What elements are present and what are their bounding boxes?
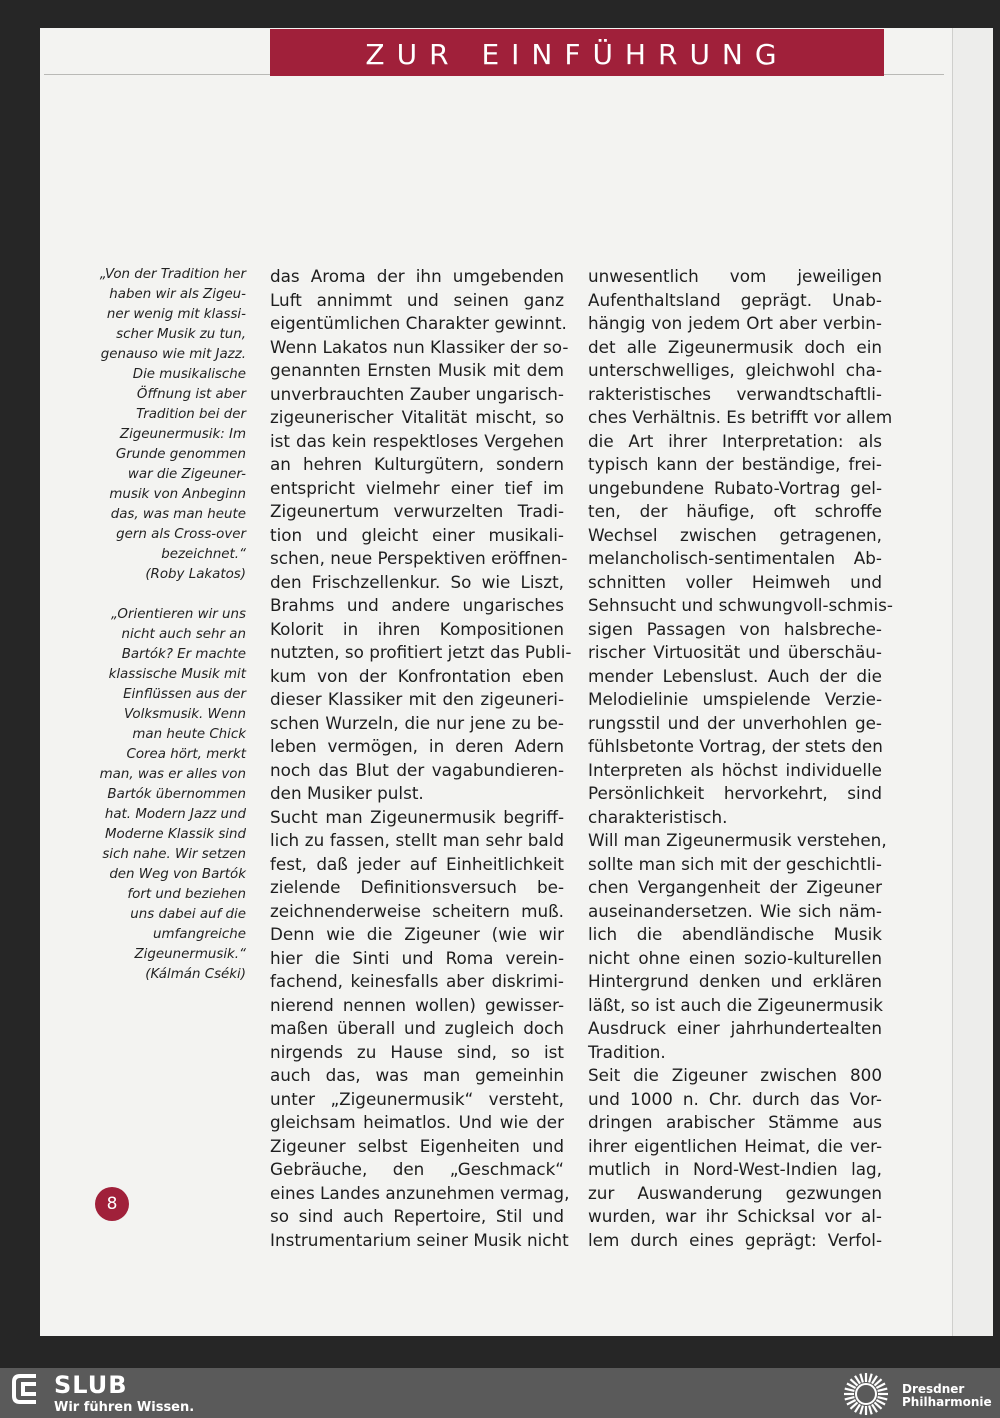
quote-line: den Weg von Bartók — [109, 867, 246, 882]
quote-line: Bartók übernommen — [107, 787, 246, 802]
text-line: auch das, was man gemeinhin — [270, 1065, 564, 1085]
text-line: rungsstil und der unverhohlen ge- — [588, 712, 882, 733]
text-line: Denn wie die Zigeuner (wie wir — [270, 924, 564, 944]
partner-name-line1: Dresdner — [902, 1382, 965, 1396]
quote-line: (Roby Lakatos) — [145, 567, 246, 582]
quote-cseki — [96, 605, 246, 985]
text-line: Zigeuner selbst Eigenheiten und — [270, 1135, 564, 1156]
quote-line: Grunde genommen — [115, 447, 246, 462]
quote-line: man heute Chick — [132, 727, 246, 742]
text-line: noch das Blut der vagabundieren- — [270, 759, 564, 780]
text-line: auseinandersetzen. Wie sich näm- — [588, 900, 882, 921]
text-line: zielende Definitionsversuch be- — [270, 877, 564, 897]
text-line: leben vermögen, in deren Adern — [270, 736, 564, 756]
quote-line: scher Musik zu tun, — [116, 327, 246, 342]
text-line: Sucht man Zigeunermusik begriff- — [270, 806, 564, 827]
quote-line: „Orientieren wir uns — [110, 607, 246, 622]
text-line: unwesentlich vom jeweiligen — [588, 266, 882, 286]
next-page-edge — [952, 28, 993, 1336]
text-line: Brahms und andere ungarisches — [270, 595, 564, 615]
quote-line: (Kálmán Cséki) — [145, 967, 246, 982]
quote-line: das, was man heute — [110, 507, 246, 522]
text-line: melancholisch-sentimentalen Ab- — [588, 548, 882, 568]
quote-line: Moderne Klassik sind — [104, 827, 246, 842]
sidebar-quotes — [96, 265, 246, 1005]
quote-line: Die musikalische — [132, 367, 246, 382]
text-line: eigentümlichen Charakter gewinnt. — [270, 313, 567, 333]
text-line: nirgends zu Hause sind, so ist — [270, 1041, 564, 1062]
quote-line: bezeichnet.“ — [161, 547, 246, 562]
section-title: ZUR EINFÜHRUNG — [365, 38, 789, 71]
text-line: tion und gleicht einer musikali- — [270, 524, 564, 545]
text-line: Gebräuche, den „Geschmack“ — [270, 1159, 564, 1179]
text-line: kum von der Konfrontation eben — [270, 665, 564, 686]
text-line: lich zu fassen, stellt man sehr bald — [270, 830, 564, 850]
text-line: det alle Zigeunermusik doch ein — [588, 336, 882, 357]
quote-line: Zigeunermusik: Im — [119, 427, 246, 442]
quote-line: genauso wie mit Jazz. — [100, 347, 246, 362]
text-line: Seit die Zigeuner zwischen 800 — [588, 1065, 882, 1085]
text-line: hier die Sinti und Roma verein- — [270, 947, 564, 968]
text-line: Persönlichkeit hervorkehrt, sind — [588, 783, 882, 803]
text-line: entspricht vielmehr einer tief im — [270, 477, 564, 498]
text-line: genannten Ernsten Musik mit dem — [270, 360, 564, 380]
text-line: ist das kein respektloses Vergehen — [270, 430, 564, 451]
text-line: die Art ihrer Interpretation: als — [588, 430, 882, 451]
text-line: sigen Passagen von halsbreche- — [588, 618, 882, 639]
library-name: SLUB — [54, 1371, 128, 1399]
text-line: den Frischzellenkur. So wie Liszt, — [270, 571, 564, 592]
text-line: schen Wurzeln, die nur jene zu be- — [270, 712, 564, 733]
text-line: nutzten, so profitiert jetzt das Publi- — [270, 642, 572, 662]
quote-line: gern als Cross-over — [116, 527, 246, 542]
quote-line: man, was er alles von — [99, 767, 246, 782]
quote-lakatos — [96, 265, 246, 585]
quote-line: umfangreiche — [153, 927, 246, 942]
quote-line: Bartók? Er machte — [121, 647, 246, 662]
text-line: dringen arabischer Stämme aus — [588, 1112, 882, 1132]
quote-line: Volksmusik. Wenn — [124, 707, 246, 722]
text-line: Instrumentarium seiner Musik nicht — [270, 1229, 569, 1250]
text-line: Kolorit in ihren Kompositionen — [270, 618, 564, 639]
quote-line: Tradition bei der — [136, 407, 246, 422]
philharmonie-logo-icon — [842, 1371, 892, 1417]
text-line: unter „Zigeunermusik“ versteht, — [270, 1088, 564, 1109]
text-line: fachend, keinesfalls aber diskrimi- — [270, 971, 564, 991]
text-line: hängig von jedem Ort aber verbin- — [588, 313, 882, 333]
text-line: schen, neue Perspektiven eröffnen- — [270, 548, 568, 568]
quote-line: uns dabei auf die — [130, 907, 246, 922]
text-line: ches Verhältnis. Es betrifft vor allem — [588, 407, 893, 427]
quote-line: Zigeunermusik.“ — [134, 947, 246, 962]
text-line: unterschwelliges, gleichwohl cha- — [588, 360, 882, 380]
text-line: schnitten voller Heimweh und — [588, 571, 882, 592]
quote-line: haben wir als Zigeu- — [109, 287, 246, 302]
text-line: ihrer eigentlichen Heimat, die ver- — [588, 1135, 882, 1156]
text-line: fühlsbetonte Vortrag, der stets den — [588, 736, 883, 756]
text-line: Wenn Lakatos nun Klassiker der so- — [270, 336, 569, 357]
quote-line: Öffnung ist aber — [136, 387, 246, 402]
text-line: zeichnenderweise scheitern muß. — [270, 900, 564, 921]
text-line: läßt, so ist auch die Zigeunermusik — [588, 994, 883, 1015]
text-line: so sind auch Repertoire, Stil und — [270, 1206, 564, 1226]
quote-line: sich nahe. Wir setzen — [102, 847, 246, 862]
text-line: lich die abendländische Musik — [588, 924, 882, 944]
text-line: Wechsel zwischen getragenen, — [588, 524, 882, 545]
partner-name — [902, 1383, 992, 1409]
section-banner — [270, 29, 884, 76]
text-line: mender Lebenslust. Auch der die — [588, 665, 882, 686]
text-line: zigeunerischer Vitalität mischt, so — [270, 407, 564, 427]
text-column-left — [270, 265, 572, 1252]
text-line: Ausdruck einer jahrhundertealten — [588, 1018, 882, 1038]
text-line: mutlich in Nord-West-Indien lag, — [588, 1159, 882, 1179]
text-line: rischer Virtuosität und überschäu- — [588, 642, 882, 662]
text-line: den Musiker pulst. — [270, 783, 424, 803]
text-line: gleichsam heimatlos. Und wie der — [270, 1112, 564, 1132]
text-line: Aufenthaltsland geprägt. Unab- — [588, 289, 882, 310]
text-line: Tradition. — [588, 1041, 666, 1062]
text-line: Zigeunertum verwurzelten Tradi- — [270, 501, 564, 521]
slub-logo-icon — [10, 1372, 44, 1406]
text-line: Melodielinie umspielende Verzie- — [588, 689, 882, 709]
text-line: Hintergrund denken und erklären — [588, 971, 882, 991]
quote-line: war die Zigeuner- — [127, 467, 246, 482]
partner-name-line2: Philharmonie — [902, 1395, 992, 1409]
quote-line: Einflüssen aus der — [123, 687, 246, 702]
text-line: dieser Klassiker mit den zigeuneri- — [270, 689, 564, 709]
text-line: ten, der häufige, oft schroffe — [588, 501, 882, 521]
text-line: charakteristisch. — [588, 806, 728, 827]
text-line: zur Auswanderung gezwungen — [588, 1182, 882, 1203]
quote-line: ner wenig mit klassi- — [106, 307, 246, 322]
text-line: nierend nennen wollen) gewisser- — [270, 994, 564, 1015]
text-line: maßen überall und zugleich doch — [270, 1018, 564, 1038]
quote-line: fort und beziehen — [127, 887, 246, 902]
quote-line: Corea hört, merkt — [126, 747, 246, 762]
text-column-right — [588, 265, 893, 1252]
library-tagline: Wir führen Wissen. — [54, 1400, 195, 1415]
quote-line: hat. Modern Jazz und — [104, 807, 246, 822]
text-line: das Aroma der ihn umgebenden — [270, 266, 564, 286]
text-line: ungebundene Rubato-Vortrag gel- — [588, 477, 882, 498]
text-line: chen Vergangenheit der Zigeuner — [588, 877, 882, 897]
text-line: sollte man sich mit der geschichtli- — [588, 853, 882, 874]
quote-line: klassische Musik mit — [108, 667, 246, 682]
text-line: lem durch eines geprägt: Verfol- — [588, 1229, 882, 1250]
text-line: und 1000 n. Chr. durch das Vor- — [588, 1088, 882, 1109]
text-line: Luft annimmt und seinen ganz — [270, 289, 564, 310]
text-line: Will man Zigeunermusik verstehen, — [588, 830, 887, 850]
quote-line: musik von Anbeginn — [109, 487, 246, 502]
text-line: eines Landes anzunehmen vermag, — [270, 1182, 570, 1203]
text-line: Sehnsucht und schwungvoll-schmis- — [588, 595, 893, 615]
quote-line: „Von der Tradition her — [99, 267, 246, 282]
text-line: rakteristisches verwandtschaftli- — [588, 383, 882, 404]
quote-line: nicht auch sehr an — [121, 627, 246, 642]
page-number: 8 — [95, 1187, 129, 1221]
text-line: an hehren Kulturgütern, sondern — [270, 454, 564, 474]
text-line: nicht ohne einen sozio-kulturellen — [588, 947, 882, 968]
text-line: wurden, war ihr Schicksal vor al- — [588, 1206, 882, 1226]
text-line: typisch kann der beständige, frei- — [588, 454, 882, 474]
text-line: Interpreten als höchst individuelle — [588, 759, 882, 780]
text-line: unverbrauchten Zauber ungarisch- — [270, 383, 564, 404]
text-line: fest, daß jeder auf Einheitlichkeit — [270, 853, 564, 874]
